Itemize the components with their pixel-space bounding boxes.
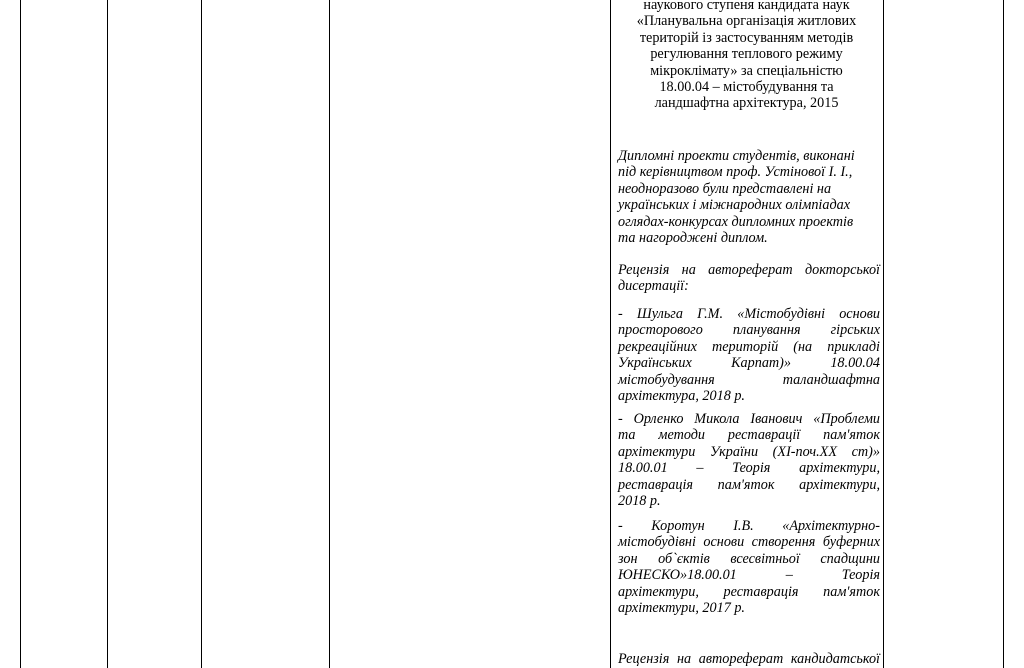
- text-line: зон об`єктів всесвітньої спадщини: [618, 550, 880, 567]
- review-entry: [618, 306, 880, 404]
- text-line: архітектура, 2018 р.: [618, 388, 745, 405]
- text-line: Українських Карпат)» 18.00.04: [618, 355, 880, 372]
- table-border-right: [1003, 0, 1004, 668]
- text-line: «Планувальна організація житлових: [636, 13, 857, 30]
- text-line: мікроклімату» за спеціальністю: [650, 62, 843, 79]
- text-line: рекреаційних територій (на прикладі: [618, 338, 880, 355]
- text-line: 2018 р.: [618, 493, 661, 510]
- review-entry: [618, 518, 880, 616]
- table-column-divider: [107, 0, 108, 668]
- text-line: архітектури, 2017 р.: [618, 600, 745, 617]
- table-column-divider: [329, 0, 330, 668]
- text-line: оглядах-конкурсах дипломних проектів: [618, 213, 854, 230]
- text-line: архітектури України (ХІ-поч.ХХ ст)»: [618, 443, 880, 460]
- text-line: 18.00.01 – Теорія архітектури,: [618, 460, 880, 477]
- text-line: містобудівні основи створення буферних: [618, 534, 880, 551]
- text-line: ЮНЕСКО»18.00.01 – Теорія: [618, 567, 880, 584]
- doctoral-review-heading: [618, 262, 880, 295]
- text-line: неодноразово були представлені на: [618, 180, 832, 197]
- text-line: - Шульга Г.М. «Містобудівні основи: [618, 306, 880, 322]
- text-line: дисертації:: [618, 278, 689, 295]
- diploma-projects-note: [618, 148, 880, 246]
- text-line: та методи реставрації пам'яток: [618, 427, 880, 444]
- text-line: регулювання теплового режиму: [650, 46, 843, 63]
- text-line: 18.00.04 – містобудування та: [659, 79, 834, 96]
- text-line: містобудування таландшафтна: [618, 371, 880, 388]
- text-line: Рецензія на автореферат кандидатської: [618, 651, 880, 667]
- table-column-divider: [883, 0, 884, 668]
- text-line: просторового планування гірських: [618, 322, 880, 339]
- text-line: Рецензія на автореферат докторської: [618, 262, 880, 278]
- text-line: під керівництвом проф. Устінової І. І.,: [618, 164, 853, 181]
- table-border-left: [20, 0, 21, 668]
- text-line: архітектури, реставрація пам'яток: [618, 583, 880, 600]
- text-line: Дипломні проекти студентів, виконані: [618, 148, 855, 164]
- review-entry: [618, 411, 880, 509]
- text-line: наукового ступеня кандидата наук: [643, 0, 850, 13]
- text-line: територій із застосуванням методів: [639, 29, 854, 46]
- table-column-divider: [201, 0, 202, 668]
- text-line: ландшафтна архітектура, 2015: [654, 95, 839, 112]
- text-line: та нагороджені диплом.: [618, 230, 768, 247]
- text-line: - Коротун І.В. «Архітектурно-: [618, 518, 880, 534]
- text-line: реставрація пам'яток архітектури,: [618, 476, 880, 493]
- thesis-description: [610, 0, 883, 112]
- text-line: українських і міжнародних олімпіадах: [618, 197, 851, 214]
- candidate-review-heading: [618, 651, 880, 667]
- text-line: - Орленко Микола Іванович «Проблеми: [618, 411, 880, 427]
